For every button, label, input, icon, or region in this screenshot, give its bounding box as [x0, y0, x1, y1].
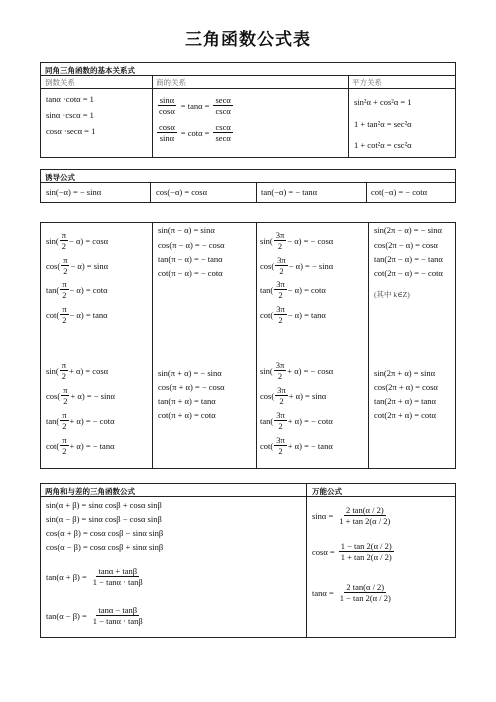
fraction-numerator: cscα	[215, 122, 231, 132]
fraction-denominator: 2	[61, 241, 67, 251]
formula-tail: + α) = sinα	[288, 390, 327, 401]
formula-tail: − α) = cotα	[287, 284, 326, 295]
fraction-denominator: sinα	[159, 133, 175, 143]
formula-tail: + α) = − sinα	[70, 390, 116, 401]
fraction-numerator: 2 tan(α / 2)	[346, 582, 385, 592]
fraction-denominator: 2	[62, 290, 67, 300]
fraction-numerator: π	[62, 435, 67, 445]
induction-three-half-pi-minus	[260, 255, 333, 276]
induction-three-half-pi-plus	[260, 385, 326, 406]
induction-pi-plus: sin(π + α) = − sinα	[158, 368, 222, 378]
induction-pi-minus: tan(π − α) = − tanα	[158, 254, 223, 264]
fraction-denominator: 2	[278, 421, 283, 431]
induction-pi-minus: cot(π − α) = − cotα	[158, 268, 223, 278]
page-title: 三角函数公式表	[185, 30, 311, 50]
induction-2pi-plus: cot(2π + α) = cotα	[374, 410, 436, 420]
fraction-numerator: 1 − tan 2(α / 2)	[340, 541, 392, 551]
induction-formulas-header: 诱导公式	[45, 173, 75, 182]
formula-tail: + α) = − cosα	[287, 365, 334, 376]
induction-2pi-plus: sin(2π + α) = sinα	[374, 368, 436, 378]
fraction-denominator: 2	[61, 371, 67, 381]
tan-sum-formula	[46, 566, 146, 587]
induction-2pi-plus: tan(2π + α) = tanα	[374, 396, 436, 406]
fraction-denominator: 2	[62, 446, 67, 456]
fraction-numerator: secα	[215, 95, 231, 105]
fraction-numerator: 3π	[275, 230, 285, 240]
fn-name: cos(	[260, 390, 275, 401]
fn-name: tan(	[46, 415, 60, 426]
fraction-denominator: cosα	[159, 106, 175, 116]
universal-tan-formula	[312, 582, 394, 603]
formula-tail: + α) = cosα	[69, 365, 109, 376]
induction-neg-cot: cot(−α) = − cotα	[371, 187, 428, 197]
tan-difference-formula	[46, 605, 146, 626]
fn-name: sin(	[260, 365, 273, 376]
formula-tail: + α) = − tanα	[69, 440, 115, 451]
fn-name: cot(	[260, 309, 274, 320]
square-formula: 1 + cot²α = csc²α	[354, 140, 412, 150]
fn-name: cos(	[46, 260, 61, 271]
reciprocal-formula: cosα ·secα = 1	[46, 126, 96, 136]
formula-tail: − α) = − cosα	[287, 235, 334, 246]
fraction-denominator: 1 − tanα · tanβ	[92, 616, 143, 626]
fraction-numerator: tanα − tanβ	[98, 605, 138, 615]
fraction-denominator: cscα	[215, 106, 231, 116]
induction-neg-cos: cos(−α) = cosα	[156, 187, 208, 197]
fn-name: cot(	[260, 440, 274, 451]
fraction-numerator: 3π	[277, 255, 286, 265]
quotient-formula-tan	[156, 95, 234, 116]
fn-name: cos(	[46, 390, 61, 401]
formula-tail: − α) = − sinα	[288, 260, 334, 271]
reciprocal-formula: tanα ·cotα = 1	[46, 94, 94, 104]
induction-three-half-pi-plus	[260, 360, 333, 381]
equals-cot: = cotα =	[180, 127, 210, 138]
fraction-numerator: π	[62, 304, 67, 314]
square-header: 平方关系	[352, 78, 382, 87]
fraction-numerator: 3π	[275, 360, 285, 370]
induction-2pi-plus: cos(2π + α) = cosα	[374, 382, 438, 392]
fraction-numerator: 3π	[276, 435, 285, 445]
fraction-denominator: 1 + tan 2(α / 2)	[340, 552, 392, 562]
fn-name: sin(	[46, 235, 59, 246]
induction-2pi-minus: sin(2π − α) = − sinα	[374, 225, 442, 235]
induction-2pi-minus: tan(2π − α) = − tanα	[374, 254, 443, 264]
reciprocal-header: 倒数关系	[45, 78, 75, 87]
tan-sum-lhs: tan(α + β) =	[46, 571, 87, 582]
fraction-numerator: 3π	[276, 279, 285, 289]
induction-neg-sin: sin(−α) = − sinα	[46, 187, 102, 197]
formula-tail: + α) = − cotα	[287, 415, 333, 426]
formula-tail: − α) = tanα	[287, 309, 326, 320]
formula-tail: + α) = − cotα	[69, 415, 115, 426]
k-integer-note: (其中 k∈Z)	[374, 290, 410, 299]
induction-2pi-minus: cot(2π − α) = − cotα	[374, 268, 443, 278]
fn-name: cot(	[46, 309, 60, 320]
fraction-numerator: 3π	[277, 385, 286, 395]
basic-relations-header: 同角三角函数的基本关系式	[45, 66, 135, 75]
induction-half-pi-plus	[46, 410, 115, 431]
fraction-denominator: secα	[215, 133, 231, 143]
formula-tail: − α) = cosα	[69, 235, 109, 246]
sum-formula: sin(α + β) = sinα cosβ + cosα sinβ	[46, 500, 162, 510]
fraction-denominator: 1 − tan 2(α / 2)	[339, 593, 391, 603]
induction-neg-tan: tan(−α) = − tanα	[261, 187, 318, 197]
fn-name: tan(	[260, 415, 274, 426]
formula-tail: + α) = − tanα	[287, 440, 333, 451]
fraction-denominator: 2	[62, 315, 67, 325]
fraction-numerator: π	[63, 255, 68, 265]
fn-name: cos(	[260, 260, 275, 271]
fraction-denominator: 2	[278, 315, 283, 325]
fn-name: sin(	[260, 235, 273, 246]
induction-2pi-minus: cos(2π − α) = cosα	[374, 240, 438, 250]
fraction-numerator: π	[61, 230, 67, 240]
tan-difference-lhs: tan(α − β) =	[46, 610, 87, 621]
formula-tail: − α) = cotα	[69, 284, 108, 295]
fraction-denominator: 2	[63, 266, 68, 276]
fraction-denominator: 2	[278, 446, 283, 456]
induction-half-pi-minus	[46, 230, 108, 251]
induction-half-pi-minus	[46, 304, 108, 325]
induction-pi-minus: cos(π − α) = − cosα	[158, 240, 225, 250]
sum-difference-header: 两角和与差的三角函数公式	[45, 487, 135, 496]
fraction-numerator: π	[61, 360, 67, 370]
induction-half-pi-plus	[46, 435, 115, 456]
induction-pi-plus: cot(π + α) = cotα	[158, 410, 216, 420]
fraction-denominator: 2	[277, 371, 283, 381]
fraction-numerator: tanα + tanβ	[98, 566, 138, 576]
induction-half-pi-plus	[46, 360, 108, 381]
fraction-numerator: cosα	[159, 122, 175, 132]
fn-name: tan(	[260, 284, 274, 295]
induction-half-pi-plus	[46, 385, 115, 406]
fraction-numerator: π	[62, 279, 67, 289]
fn-name: cot(	[46, 440, 60, 451]
fraction-denominator: 1 − tanα · tanβ	[92, 577, 143, 587]
fraction-numerator: 2 tan(α / 2)	[345, 505, 384, 515]
universal-sin-lhs: sinα =	[312, 510, 334, 521]
fraction-denominator: 2	[63, 396, 68, 406]
quotient-header: 商的关系	[156, 78, 186, 87]
induction-three-half-pi-plus	[260, 410, 333, 431]
fraction-denominator: 2	[278, 290, 283, 300]
induction-three-half-pi-minus	[260, 279, 326, 300]
sum-formula: cos(α + β) = cosα cosβ − sinα sinβ	[46, 528, 164, 538]
fraction-numerator: π	[63, 385, 68, 395]
fraction-denominator: 2	[279, 396, 284, 406]
fraction-numerator: π	[62, 410, 67, 420]
fn-name: tan(	[46, 284, 60, 295]
equals-tan: = tanα =	[180, 100, 210, 111]
quotient-formula-cot	[156, 122, 234, 143]
induction-half-pi-minus	[46, 255, 108, 276]
fraction-denominator: 1 + tan 2(α / 2)	[339, 516, 391, 526]
fraction-numerator: sinα	[159, 95, 175, 105]
fraction-denominator: 2	[279, 266, 284, 276]
fraction-numerator: 3π	[276, 410, 285, 420]
induction-three-half-pi-minus	[260, 304, 326, 325]
fn-name: sin(	[46, 365, 59, 376]
induction-three-half-pi-plus	[260, 435, 333, 456]
induction-pi-plus: tan(π + α) = tanα	[158, 396, 216, 406]
fraction-denominator: 2	[62, 421, 67, 431]
universal-tan-lhs: tanα =	[312, 587, 334, 598]
sum-formula: sin(α − β) = sinα cosβ − cosα sinβ	[46, 514, 162, 524]
formula-tail: − α) = sinα	[70, 260, 109, 271]
fraction-numerator: 3π	[276, 304, 285, 314]
formula-tail: − α) = tanα	[69, 309, 108, 320]
sum-formula: cos(α − β) = cosα cosβ + sinα sinβ	[46, 542, 164, 552]
fraction-denominator: 2	[277, 241, 283, 251]
universal-cos-lhs: cosα =	[312, 546, 335, 557]
universal-cos-formula	[312, 541, 395, 562]
induction-half-pi-minus	[46, 279, 108, 300]
reciprocal-formula: sinα ·cscα = 1	[46, 110, 94, 120]
square-formula: 1 + tan²α = sec²α	[354, 119, 412, 129]
induction-pi-plus: cos(π + α) = − cosα	[158, 382, 225, 392]
induction-three-half-pi-minus	[260, 230, 333, 251]
universal-formulas-header: 万能公式	[312, 487, 342, 496]
universal-sin-formula	[312, 505, 393, 526]
induction-pi-minus: sin(π − α) = sinα	[158, 225, 215, 235]
square-formula: sin²α + cos²α = 1	[354, 97, 412, 107]
